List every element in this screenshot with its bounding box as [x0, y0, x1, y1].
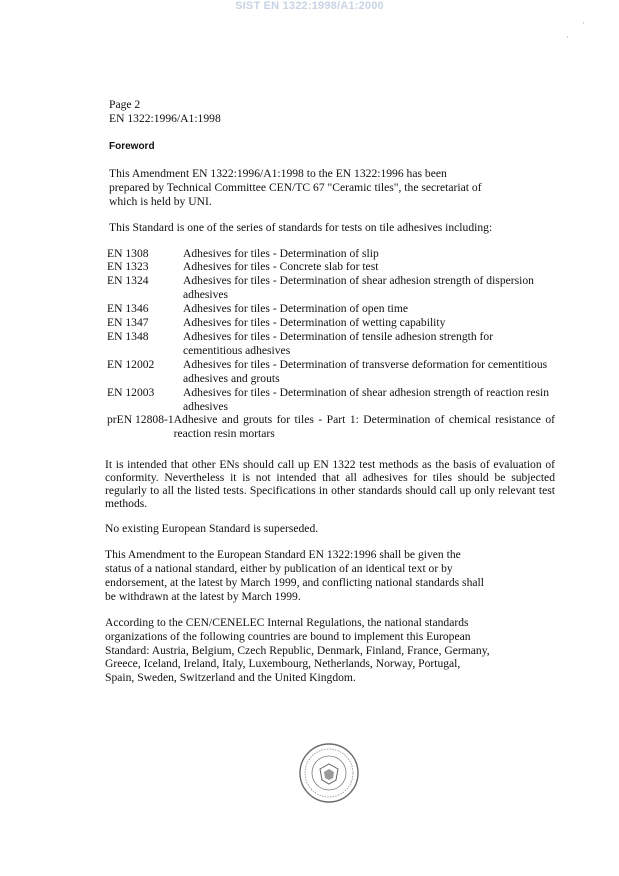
standard-item	[107, 413, 555, 441]
standards-list	[107, 247, 555, 442]
page-header	[109, 98, 555, 126]
standard-code: prEN 12808-1	[107, 413, 174, 427]
document-page	[105, 98, 555, 685]
standard-description: Adhesives for tiles - Determination of transverse deformation for cementitious adhesives and grouts	[183, 357, 548, 385]
standard-description: Adhesives for tiles - Determination of wetting capability	[183, 316, 446, 330]
cenelec-paragraph: According to the CEN/CENELEC Internal Regulations, the national standards organizations of the following countries are bound to implement this European Standard: Austria, Belgium, Czech Republic, Denmark, Finland, France, Germany, Greece, Iceland, Ireland, Italy, Luxembourg, Netherlands, Norway, Portugal, Spain, Sweden, Switzerland and the United Kingdom.	[105, 615, 490, 685]
standard-description: Adhesives for tiles - Determination of slip	[183, 246, 379, 260]
standard-code: EN 1347	[107, 316, 149, 330]
standard-description: Adhesives for tiles - Concrete slab for test	[183, 260, 379, 274]
standard-code: EN 12002	[107, 357, 155, 371]
standard-code: EN 1348	[107, 329, 149, 343]
section-title: Foreword	[109, 141, 155, 152]
standard-description: Adhesives for tiles - Determination of shear adhesion strength of reaction resin adhesives	[183, 385, 550, 413]
standard-description: Adhesives for tiles - Determination of open time	[183, 302, 409, 316]
standard-item	[107, 358, 555, 386]
page-number: Page 2	[109, 98, 141, 111]
standard-code: EN 1308	[107, 246, 149, 260]
series-paragraph: This Standard is one of the series of standards for tests on tile adhesives including:	[109, 220, 493, 234]
scan-mark: ·	[582, 18, 585, 28]
standard-item	[107, 316, 555, 330]
document-reference: EN 1322:1996/A1:1998	[109, 112, 221, 125]
standard-item	[107, 302, 555, 316]
watermark: SIST EN 1322:1998/A1:2000	[235, 0, 384, 12]
official-seal-stamp	[298, 742, 360, 804]
status-paragraph: This Amendment to the European Standard EN 1322:1996 shall be given the status of a national standard, either by publication of an identical text or by endorsement, at the latest by March 1999, and conflicting national standards shall be withdrawn at the latest by March 1999.	[105, 548, 484, 603]
supersede-paragraph: No existing European Standard is superseded.	[105, 522, 319, 536]
standard-item	[107, 330, 555, 358]
standard-description: Adhesives for tiles - Determination of shear adhesion strength of dispersion adhesives	[183, 274, 534, 302]
standard-code: EN 1323	[107, 260, 149, 274]
standard-code: EN 12003	[107, 385, 155, 399]
standard-code: EN 1324	[107, 274, 149, 288]
intro-paragraph: This Amendment EN 1322:1996/A1:1998 to the EN 1322:1996 has been prepared by Technical Committee CEN/TC 67 "Ceramic tiles", the secretariat of which is held by UNI.	[109, 166, 482, 208]
standard-item	[107, 260, 555, 274]
standard-item	[107, 274, 555, 302]
standard-description: Adhesives for tiles - Determination of tensile adhesion strength for cementitious adhesives	[183, 329, 494, 357]
standard-code: EN 1346	[107, 302, 149, 316]
intended-paragraph: It is intended that other ENs should call up EN 1322 test methods as the basis of evaluation of conformity. Nevertheless it is not intended that all adhesives for tiles should be subjected regularly to all the listed tests. Specifications in other standards should call up only relevant test methods.	[105, 458, 555, 511]
standard-item	[107, 247, 555, 261]
standard-description: Adhesive and grouts for tiles - Part 1: Determination of chemical resistance of reaction resin mortars	[173, 413, 555, 441]
standard-item	[107, 386, 555, 414]
scan-mark: ·	[566, 32, 569, 42]
